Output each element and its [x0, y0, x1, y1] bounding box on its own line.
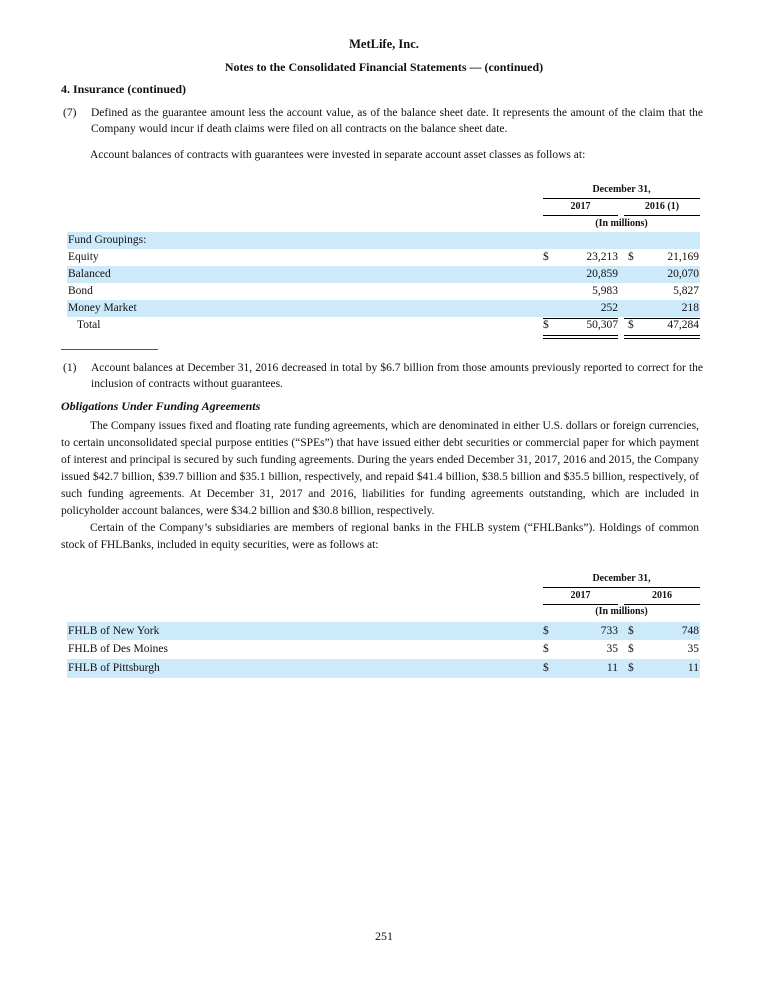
footnote-text: Defined as the guarantee amount less the account value, as of the balance sheet date. It represents the amount of the claim that the Company would incur if death claims were filed on all contracts on the balance sheet date. [91, 107, 703, 135]
value-2017: 35 [606, 643, 618, 655]
value-2017: 5,983 [592, 285, 618, 297]
table-row [67, 283, 700, 300]
row-label: FHLB of Pittsburgh [68, 662, 160, 674]
fhlb-paragraph: Certain of the Company’s subsidiaries are members of regional banks in the FHLB system (“FHLBanks”). Holdings of common stock of FHLBanks, included in equity securities, were as follows at: [61, 522, 699, 551]
currency-symbol: $ [628, 625, 634, 637]
value-2016: 5,827 [673, 285, 699, 297]
divider [543, 604, 618, 605]
fhlb-table [67, 622, 700, 678]
double-underline [624, 335, 700, 339]
currency-symbol: $ [628, 643, 634, 655]
intro-paragraph: Account balances of contracts with guarantees were invested in separate account asset classes as follows at: [90, 149, 586, 161]
currency-symbol: $ [628, 319, 634, 331]
value-2017: 20,859 [586, 268, 618, 280]
currency-symbol: $ [543, 643, 549, 655]
table-row [67, 300, 700, 317]
divider [624, 318, 700, 319]
divider [624, 604, 700, 605]
value-2017: 252 [600, 302, 618, 314]
table1-period-header: December 31, [592, 184, 651, 195]
table-row [67, 266, 700, 283]
page-number: 251 [375, 929, 393, 943]
section-title: 4. Insurance (continued) [61, 82, 187, 96]
row-label: FHLB of Des Moines [68, 643, 168, 655]
currency-symbol: $ [628, 251, 634, 263]
value-2016: 11 [687, 662, 699, 674]
company-name: MetLife, Inc. [349, 37, 419, 51]
value-2016: 20,070 [667, 268, 699, 280]
total-label: Total [77, 319, 101, 331]
currency-symbol: $ [543, 319, 549, 331]
divider [543, 318, 618, 319]
value-2016: 748 [681, 625, 699, 637]
table1-col-2016: 2016 (1) [644, 201, 680, 212]
divider [624, 215, 700, 216]
divider [543, 198, 700, 199]
divider [543, 215, 618, 216]
footnote-marker: (7) [63, 107, 77, 119]
footnote-marker: (1) [63, 362, 77, 374]
row-label: Money Market [68, 302, 137, 314]
value-2017: 733 [600, 625, 618, 637]
value-2016: 21,169 [667, 251, 699, 263]
row-label: Balanced [68, 268, 111, 280]
table2-period-header: December 31, [592, 573, 651, 584]
double-underline [543, 335, 618, 339]
footnote-separator [61, 349, 158, 350]
page-subtitle: Notes to the Consolidated Financial Statements — (continued) [224, 60, 544, 74]
value-2016: 35 [687, 643, 699, 655]
currency-symbol: $ [543, 662, 549, 674]
value-2017: 23,213 [586, 251, 618, 263]
table1-col-2017: 2017 [570, 201, 591, 212]
row-label: FHLB of New York [68, 625, 160, 637]
total-row [67, 317, 700, 334]
total-2017: 50,307 [586, 319, 618, 331]
currency-symbol: $ [543, 251, 549, 263]
footnote-text: Account balances at December 31, 2016 decreased in total by $6.7 billion from those amounts previously reported to correct for the inclusion of contracts without guarantees. [91, 362, 703, 390]
table-row [67, 622, 700, 640]
divider [543, 587, 700, 588]
table2-col-2017: 2017 [570, 590, 591, 601]
row-label: Bond [68, 285, 93, 297]
table2-col-2016: 2016 [652, 590, 672, 601]
footnote-1 [63, 360, 703, 392]
table-row [67, 232, 700, 249]
table-row [67, 640, 700, 659]
currency-symbol: $ [628, 662, 634, 674]
group-label: Fund Groupings: [68, 234, 147, 246]
value-2016: 218 [681, 302, 699, 314]
value-2017: 11 [606, 662, 618, 674]
table1-units: (In millions) [595, 218, 648, 229]
table-row [67, 659, 700, 678]
total-2016: 47,284 [667, 319, 699, 331]
footnote-7 [63, 105, 703, 137]
row-label: Equity [68, 251, 99, 263]
table-row [67, 249, 700, 266]
funding-heading: Obligations Under Funding Agreements [61, 399, 261, 413]
currency-symbol: $ [543, 625, 549, 637]
funding-paragraph: The Company issues fixed and floating rate funding agreements, which are denominated in either U.S. dollars or foreign currencies, to certain unconsolidated special purpose entities (“SPEs”) that have issued either debt securities or commercial paper for which payment of interest and principal is secured by such funding agreements. During the years ended December 31, 2017, 2016 and 2015, the Company issued $42.7 billion, $39.7 billion and $35.1 billion, respectively, and repaid $41.4 billion, $38.5 billion and $35.5 billion, respectively, of such funding agreements. At December 31, 2017 and 2016, liabilities for funding agreements outstanding, which are included in policyholder account balances, were $34.2 billion and $30.8 billion, respectively. [61, 420, 699, 517]
table2-units: (In millions) [595, 606, 648, 617]
